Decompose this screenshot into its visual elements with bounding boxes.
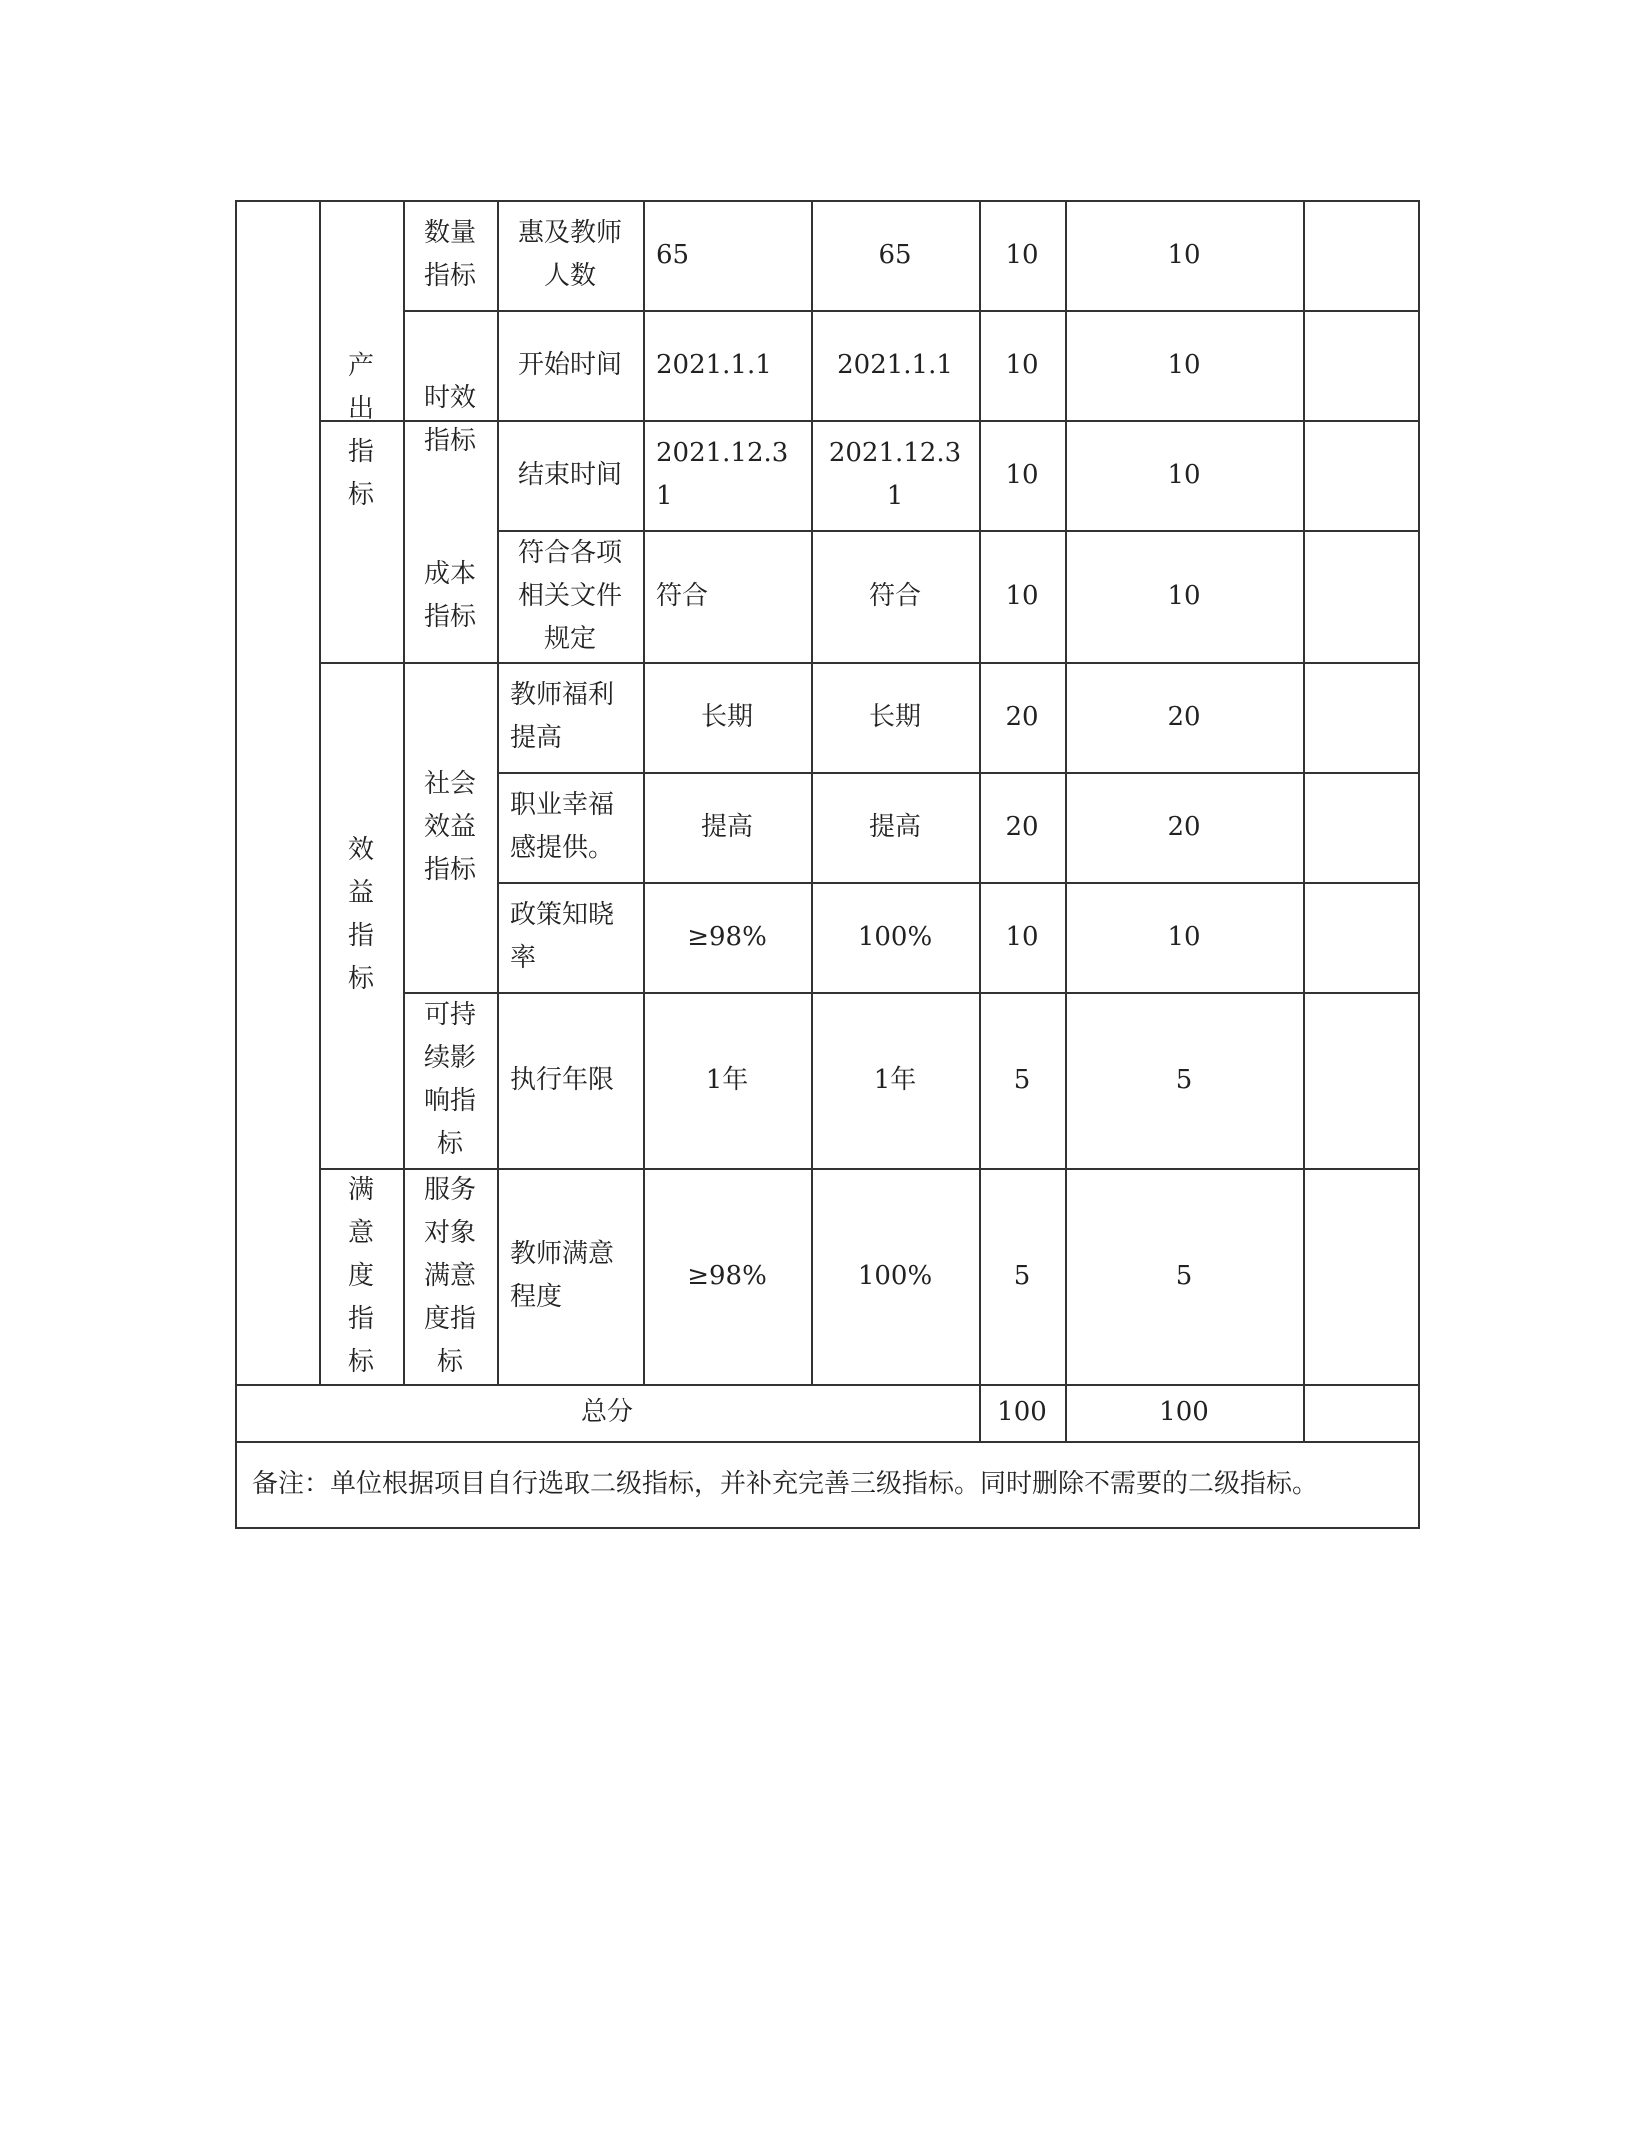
secondary-timeliness-label: 时效 指标 (423, 383, 476, 456)
indicator-cell: 职业幸福 感提供。 (510, 790, 615, 863)
weight-cell: 10 (1005, 349, 1039, 380)
weight-cell: 10 (1005, 580, 1039, 611)
target-value-cell: ≥98% (687, 921, 767, 952)
score-cell: 5 (1175, 1064, 1193, 1095)
remark-cell (1303, 420, 1418, 530)
total-weight: 100 (997, 1397, 1047, 1427)
remark-cell (1303, 882, 1418, 992)
indicator-cell: 符合各项 相关文件 规定 (517, 537, 622, 654)
group-benefit-label: 效 益 指 标 (347, 835, 374, 994)
actual-value-cell: 2021.12.3 1 (828, 438, 962, 511)
indicator-cell: 结束时间 (517, 459, 622, 490)
score-cell: 20 (1167, 701, 1201, 732)
target-value-cell: 2021.1.1 (656, 349, 772, 380)
indicator-cell: 惠及教师 人数 (517, 218, 622, 291)
weight-cell: 20 (1005, 701, 1039, 732)
score-cell: 10 (1167, 459, 1201, 490)
remark-cell (1303, 662, 1418, 772)
target-value-cell: 提高 (700, 811, 753, 842)
actual-value-cell: 65 (878, 239, 912, 270)
secondary-social-label: 社会 效益 指标 (423, 768, 476, 885)
group-satisfaction-cell (319, 1168, 403, 1384)
table-rule (235, 200, 237, 1529)
actual-value-cell: 100% (857, 921, 933, 952)
group-benefit-cell (319, 662, 403, 1168)
remark-cell (1303, 310, 1418, 420)
table-rule (235, 1527, 1420, 1529)
remark-cell (1303, 1168, 1418, 1384)
actual-value-cell: 2021.1.1 (837, 349, 953, 380)
indicator-cell: 政策知晓 率 (510, 900, 615, 973)
weight-cell: 5 (1013, 1064, 1031, 1095)
actual-value-cell: 1年 (873, 1064, 917, 1095)
remark-cell (1303, 200, 1418, 310)
actual-value-cell: 提高 (868, 811, 921, 842)
secondary-sustainable-label: 可持 续影 响指 标 (423, 1000, 476, 1159)
target-value-cell: ≥98% (687, 1260, 767, 1291)
weight-cell: 10 (1005, 239, 1039, 270)
remark-cell (1303, 530, 1418, 662)
indicator-cell: 执行年限 (510, 1064, 615, 1095)
secondary-service-label: 服务 对象 满意 度指 标 (423, 1174, 476, 1377)
group-satisfaction-label: 满 意 度 指 标 (347, 1174, 374, 1377)
weight-cell: 5 (1013, 1260, 1031, 1291)
score-cell: 20 (1167, 811, 1201, 842)
table-rule (1418, 200, 1420, 1529)
indicator-cell: 教师福利 提高 (510, 680, 615, 753)
actual-value-cell: 符合 (868, 580, 921, 611)
remark-cell (1303, 772, 1418, 882)
target-value-cell: 2021.12.3 1 (656, 438, 789, 511)
group-output-cell (319, 200, 403, 662)
remark-cell (1303, 992, 1418, 1168)
performance-indicator-table (235, 200, 1420, 1529)
score-cell: 5 (1175, 1260, 1193, 1291)
weight-cell: 20 (1005, 811, 1039, 842)
actual-value-cell: 100% (857, 1260, 933, 1291)
secondary-cost-label: 成本 指标 (423, 559, 476, 632)
actual-value-cell: 长期 (868, 701, 921, 732)
secondary-quantity-label: 数量 指标 (423, 218, 476, 291)
indicator-cell: 教师满意 程度 (510, 1239, 615, 1312)
table-note: 备注：单位根据项目自行选取二级指标，并补充完善三级指标。同时删除不需要的二级指标。 (252, 1468, 1319, 1499)
weight-cell: 10 (1005, 921, 1039, 952)
indicator-cell: 开始时间 (517, 349, 622, 380)
score-cell: 10 (1167, 239, 1201, 270)
target-value-cell: 65 (656, 239, 690, 270)
total-remark (1303, 1384, 1418, 1441)
target-value-cell: 符合 (656, 580, 709, 611)
total-label: 总分 (580, 1397, 633, 1427)
total-score: 100 (1159, 1397, 1209, 1427)
score-cell: 10 (1167, 349, 1201, 380)
score-cell: 10 (1167, 580, 1201, 611)
target-value-cell: 1年 (705, 1064, 749, 1095)
score-cell: 10 (1167, 921, 1201, 952)
weight-cell: 10 (1005, 459, 1039, 490)
target-value-cell: 长期 (700, 701, 753, 732)
group-output-label: 产 出 指 标 (347, 351, 374, 510)
